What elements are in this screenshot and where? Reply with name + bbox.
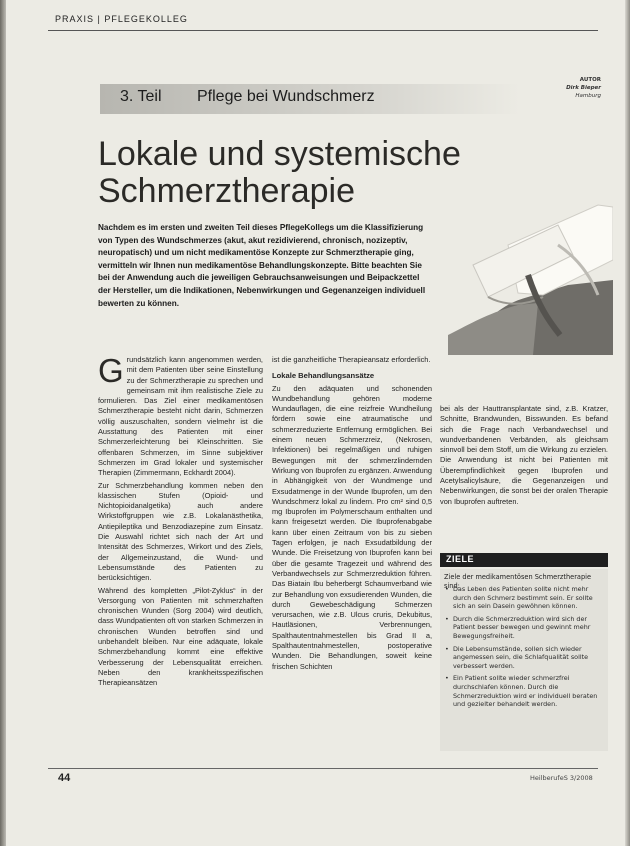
author-name: Dirk Bieper [566,85,601,91]
scan-shadow-left [0,0,6,846]
text-column-2 [272,355,432,674]
text-column-3 [440,404,608,509]
paragraph: bei als der Hauttransplantate sind, z.B. Kratzer, Schnitte, Brandwunden, Bisswunden. Es befand sich die Frage nach Verbandwechsel und wundverbandenen Verbänden, als gleichsam sinnvoll bei dem Stoff, um die Wirkung zu erzielen. Die Anwendung ist nicht bei Patienten mit Überempfindlichkeit gegen Ibuprofen und Acetylsalicylsäure, die Gegenanzeigen und Nebenwirkungen, die sonst bei der oralen Therapie von Ibuprofen auftreten. [440,404,608,506]
journal-reference: HeilberufeS 3/2008 [530,774,593,782]
scan-shadow-right [625,0,630,846]
goals-list [444,585,606,713]
header-divider [48,30,598,31]
bandage-illustration [448,185,613,355]
goals-intro: Ziele der medikamentösen Schmerztherapie sind: [444,573,592,590]
text-column-1 [98,352,264,691]
article-title-line2: Schmerztherapie [98,172,356,210]
dropcap: G [98,352,124,389]
goals-list-item: • Das Leben des Patienten sollte nicht mehr durch den Schmerz bestimmt sein. Er sollte sich an sein Dasein gewöhnen können. [444,585,606,611]
section-header: PRAXIS | PFLEGEKOLLEG [55,14,188,24]
paragraph: ist die ganzheitliche Therapieansatz erforderlich. [272,355,431,364]
page-number: 44 [58,772,71,784]
article-title-line1: Lokale und systemische [98,135,461,173]
paragraph: Grundsätzlich kann angenommen werden, mit dem Patienten über seine Einstellung zu der Schmerztherapie zu sprechen und gemeinsam mit ihm realistische Ziele zu formulieren. Das Ziel einer medikamentösen Schmerztherapie besteht nicht darin, Schmerzen völlig auszuschalten, sondern vielmehr ist die Ausstattung des Patienten mit einer Schmerzerleichterung bei Kleinschritten. Sie offenbaren Schmerzen, im Sinne subjektiver Schmerzen im Grad lokaler und systemischer Therapien (Zimmermann, Eckhardt 2004). [98,352,263,478]
goals-list-item: • Ein Patient sollte wieder schmerzfrei durchschlafen können. Durch die Schmerzreduktion wird er individuell beraten und gezielter behandelt werden. [444,674,606,708]
article-lead: Nachdem es im ersten und zweiten Teil dieses PflegeKollegs um die Klassifizierung von Typen des Wundschmerzes (akut, akut rezidivierend, chronisch, nozizeptiv, neuropatisch) und um nicht medikamentöse Konzepte zur Schmerztherapie ging, vermitteln wir Ihnen nun medikamentöse Behandlungskonzepte. Bitte beachten Sie bei der Anwendung auch die jeweiligen Gebrauchsanweisungen und Beipackzettel der Hersteller, um die Indikationen, Nebenwirkungen und Gegenanzeigen individuell bewerten zu können. [98,223,426,308]
author-location: Hamburg [575,93,601,99]
goals-list-item: • Durch die Schmerzreduktion wird sich der Patient besser bewegen und gewinnt mehr Bewegungsfreiheit. [444,615,606,641]
author-block [545,76,601,100]
series-part-label: 3. Teil [120,88,162,105]
goals-title: ZIELE [446,554,475,564]
paragraph: Zur Schmerzbehandlung kommen neben den klassischen Stufen (Opioid- und Nichtopioidanalgetika) auch andere Wirkstoffgruppen wie z.B. Lokalanästhetika, Antiepileptika und Benzodiazepine zum Einsatz. Die Auswahl richtet sich nach der Art und Intensität des Schmerzes, Wirkort und des Ziels, der Allgemeinzustand, die Wund- und Lebensumstände des Patienten zu berücksichtigen. [98,480,263,583]
paragraph: Zu den adäquaten und schonenden Wundbehandlung gehören moderne Wundauflagen, die eine reizfreie Wundheilung fördern sowie eine atraumatische und schmerzreduzierte Entfernung ermöglichen. Bei einem neuen Schmerzreiz, (Nekrosen, Infektionen) bei regelmäßigen und ruhigen Bewegungen mit der schmerzlindernden Wirkung von Ibuprofen zu ergänzen. Anwendung in Abhängigkeit von der Wundmenge und Exsudatmenge in der Wunde Ibuprofen, um den Wundschmerz lokal zu lindern. Pro cm² sind 0,5 mg Ibuprofen im Polymerschaum enthalten und kann freigesetzt werden. Die Ibuprofenabgabe kann über einen Zeitraum von bis zu sieben Tagen erfolgen, je nach Exsudatbildung der Wunde. Die Freisetzung von Ibuprofen kann bei über die gesamte Tragezeit und während des Verbandwechsels zur Schmerzreduktion führen. Das Biatain Ibu beherbergt Schaumverband wie zur Behandlung von exsudierenden Wunden, die durch Gewebeschädigung Schmerzen verursachen, wie z.B. Ulcus cruris, Dekubitus, Hautläsionen, Verbrennungen, Spalthautentnahmestellen bis Grad II a, Spalthautentnahmestellen, postoperative Wunden. Die Behandlungen, soweit keine frischen Schichten [272,383,432,671]
subheading: Lokale Behandlungsansätze [272,371,375,381]
paragraph: Während des kompletten „Pilot-Zyklus“ in der Versorgung von Patienten mit schmerzhaften chronischen Wunden (Sorg 2004) wird deutlich, dass Wundpatienten oft von starken Schmerzen in chronischen Wunden betroffen sind und unbehandelt bleiben. Nur eine adäquate, lokale Schmerzbehandlung kommt eine effektive Verbesserung der Lebensqualität erreichen. Neben den krankheitsspezifischen Therapieansätzen [98,585,264,688]
series-part-title: Pflege bei Wundschmerz [197,88,375,105]
author-label: AUTOR [579,77,601,83]
bandage-photo [448,185,613,355]
footer-divider [48,768,598,769]
goals-list-item: • Die Lebensumstände, sollen sich wieder angemessen sein, die Schlafqualität sollte verbessert werden. [444,645,606,671]
